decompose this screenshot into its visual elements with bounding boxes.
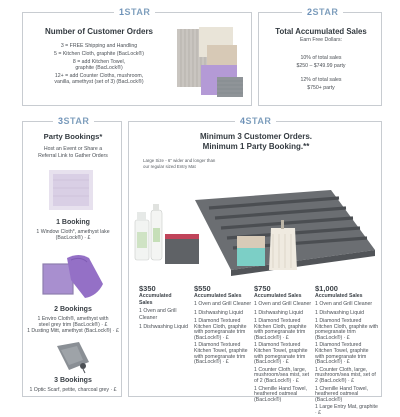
reward-line: 12+ = add Counter Cloths, mushroom,: [54, 73, 144, 79]
enviro-cloth-mitt-image: [41, 250, 107, 302]
reward-line: 5 = Kitchen Cloth, graphite (BacLock®): [54, 51, 144, 57]
booking-title: 1 Booking: [56, 219, 90, 226]
panel-subtitle: Earn Free Dollars:: [299, 37, 343, 43]
booking-line: (BacLock®) · £: [55, 235, 91, 241]
booking-line: 1 Enviro Cloth®, amethyst with: [37, 316, 109, 322]
booking-line: steel grey trim (BacLock®) · £: [38, 322, 108, 328]
tier-item: 1 Oven and Grill Cleaner: [254, 301, 312, 307]
tier-column: [315, 284, 379, 417]
booking-line: 1 Optic Scarf, petite, charcoal grey · £: [29, 387, 117, 393]
window-cloth-image: [49, 166, 97, 214]
tier-percent: 12% of total sales: [300, 77, 342, 83]
tier-amount: $750: [254, 284, 271, 293]
tier-range: $750+ party: [307, 85, 335, 91]
tier-item: 1 Counter Cloth, large, mushroom/sea mist, set of 2 (BacLock®) · £: [254, 366, 310, 384]
tier-item: 1 Large Entry Mat, graphite · £: [315, 404, 378, 416]
panel-title: Number of Customer Orders: [44, 27, 154, 36]
panel-intro: Referral Link to Gather Orders: [38, 153, 108, 159]
booking-title: 3 Bookings: [54, 377, 92, 384]
tier-percent: 10% of total sales: [300, 55, 342, 61]
star-badge: 1STAR: [114, 7, 155, 18]
panel-title: Party Bookings*: [43, 132, 103, 141]
tier-item: 1 Diamond Textured Kitchen Cloth, graphite with pomegranate trim (BacLock®) · £: [315, 318, 379, 341]
panel-3star: [22, 116, 122, 397]
cloths-stack-image: [173, 23, 249, 103]
tier-column: [254, 284, 312, 403]
tier-item: 1 Diamond Textured Kitchen Cloth, graphite with pomegranate trim (BacLock®) · £: [194, 318, 247, 341]
tier-amount: $550: [194, 284, 211, 293]
tier-item: 1 Dishwashing Liquid: [254, 310, 304, 316]
mat-note: Large Size - 6" wider and longer than: [143, 158, 216, 163]
panel-4star: [128, 116, 382, 416]
tier-item: 1 Dishwashing Liquid: [139, 324, 189, 330]
tier-item: 1 Diamond Textured Kitchen Towel, graphite with pomegranate trim (BacLock®) · £: [254, 342, 308, 366]
tier-item: 1 Dishwashing Liquid: [315, 310, 365, 316]
booking-line: 1 Window Cloth*, amethyst lake: [36, 229, 110, 235]
mat-note: our regular sized Entry Mat: [143, 164, 196, 169]
tier-item: 1 Diamond Textured Kitchen Towel, graphite with pomegranate trim (BacLock®) · £: [194, 342, 248, 366]
tier-column: [139, 284, 189, 331]
tier-label: Accumulated Sales: [315, 293, 363, 299]
tier-amount: $350: [139, 284, 156, 293]
tier-label: Accumulated Sales: [194, 293, 242, 299]
panel-title: Minimum 3 Customer Orders.: [199, 132, 313, 141]
tier-item: 1 Diamond Textured Kitchen Cloth, graphite with pomegranate trim (BacLock®) · £: [254, 318, 307, 341]
tier-label: Accumulated Sales: [254, 293, 302, 299]
reward-line: vanilla, amethyst (set of 3) (BacLock®): [54, 79, 144, 85]
tier-item: 1 Chenille Hand Towel, heathered oatmeal (BacLock®): [315, 385, 368, 403]
panel-intro: Host an Event or Share a: [43, 146, 103, 152]
panel-title-line2: Minimum 1 Party Booking.**: [202, 142, 310, 151]
reward-line: 3 = FREE Shipping and Handling: [60, 43, 138, 49]
tier-label: Sales: [139, 300, 153, 306]
reward-line: 8 = add Kitchen Towel,: [72, 59, 126, 65]
tier-item: 1 Chenille Hand Towel, heathered oatmeal (BacLock®): [254, 385, 307, 403]
optic-scarf-image: [53, 340, 93, 374]
star-badge: 2STAR: [302, 7, 343, 18]
tier-amount: $1,000: [315, 284, 338, 293]
tier-item: 1 Oven and Grill Cleaner: [194, 301, 252, 307]
tier-item: 1 Counter Cloth, large, mushroom/sea mist, set of 2 (BacLock®) · £: [315, 366, 376, 384]
entry-mat-products-image: [135, 170, 379, 282]
tier-item: 1 Oven and Grill Cleaner: [315, 301, 373, 307]
tier-range: $250 – $749.99 party: [296, 63, 346, 69]
tier-item: 1 Diamond Textured Kitchen Towel, graphite with pomegranate trim (BacLock®) · £: [315, 342, 369, 366]
tier-column: [194, 284, 252, 366]
tier-item: 1 Oven and Grill Cleaner: [139, 308, 177, 321]
star-badge: 3STAR: [53, 116, 94, 127]
reward-line: graphite (BacLock®): [75, 65, 123, 71]
tier-item: 1 Dishwashing Liquid: [194, 310, 244, 316]
star-badge: 4STAR: [235, 116, 276, 127]
panel-2star: [258, 7, 382, 106]
booking-line: 1 Dusting Mitt, amethyst (BacLock®) · £: [27, 328, 119, 334]
tier-label: Accumulated: [139, 293, 172, 299]
panel-1star: [22, 7, 252, 106]
panel-title: Total Accumulated Sales: [275, 27, 367, 36]
booking-title: 2 Bookings: [54, 306, 92, 313]
